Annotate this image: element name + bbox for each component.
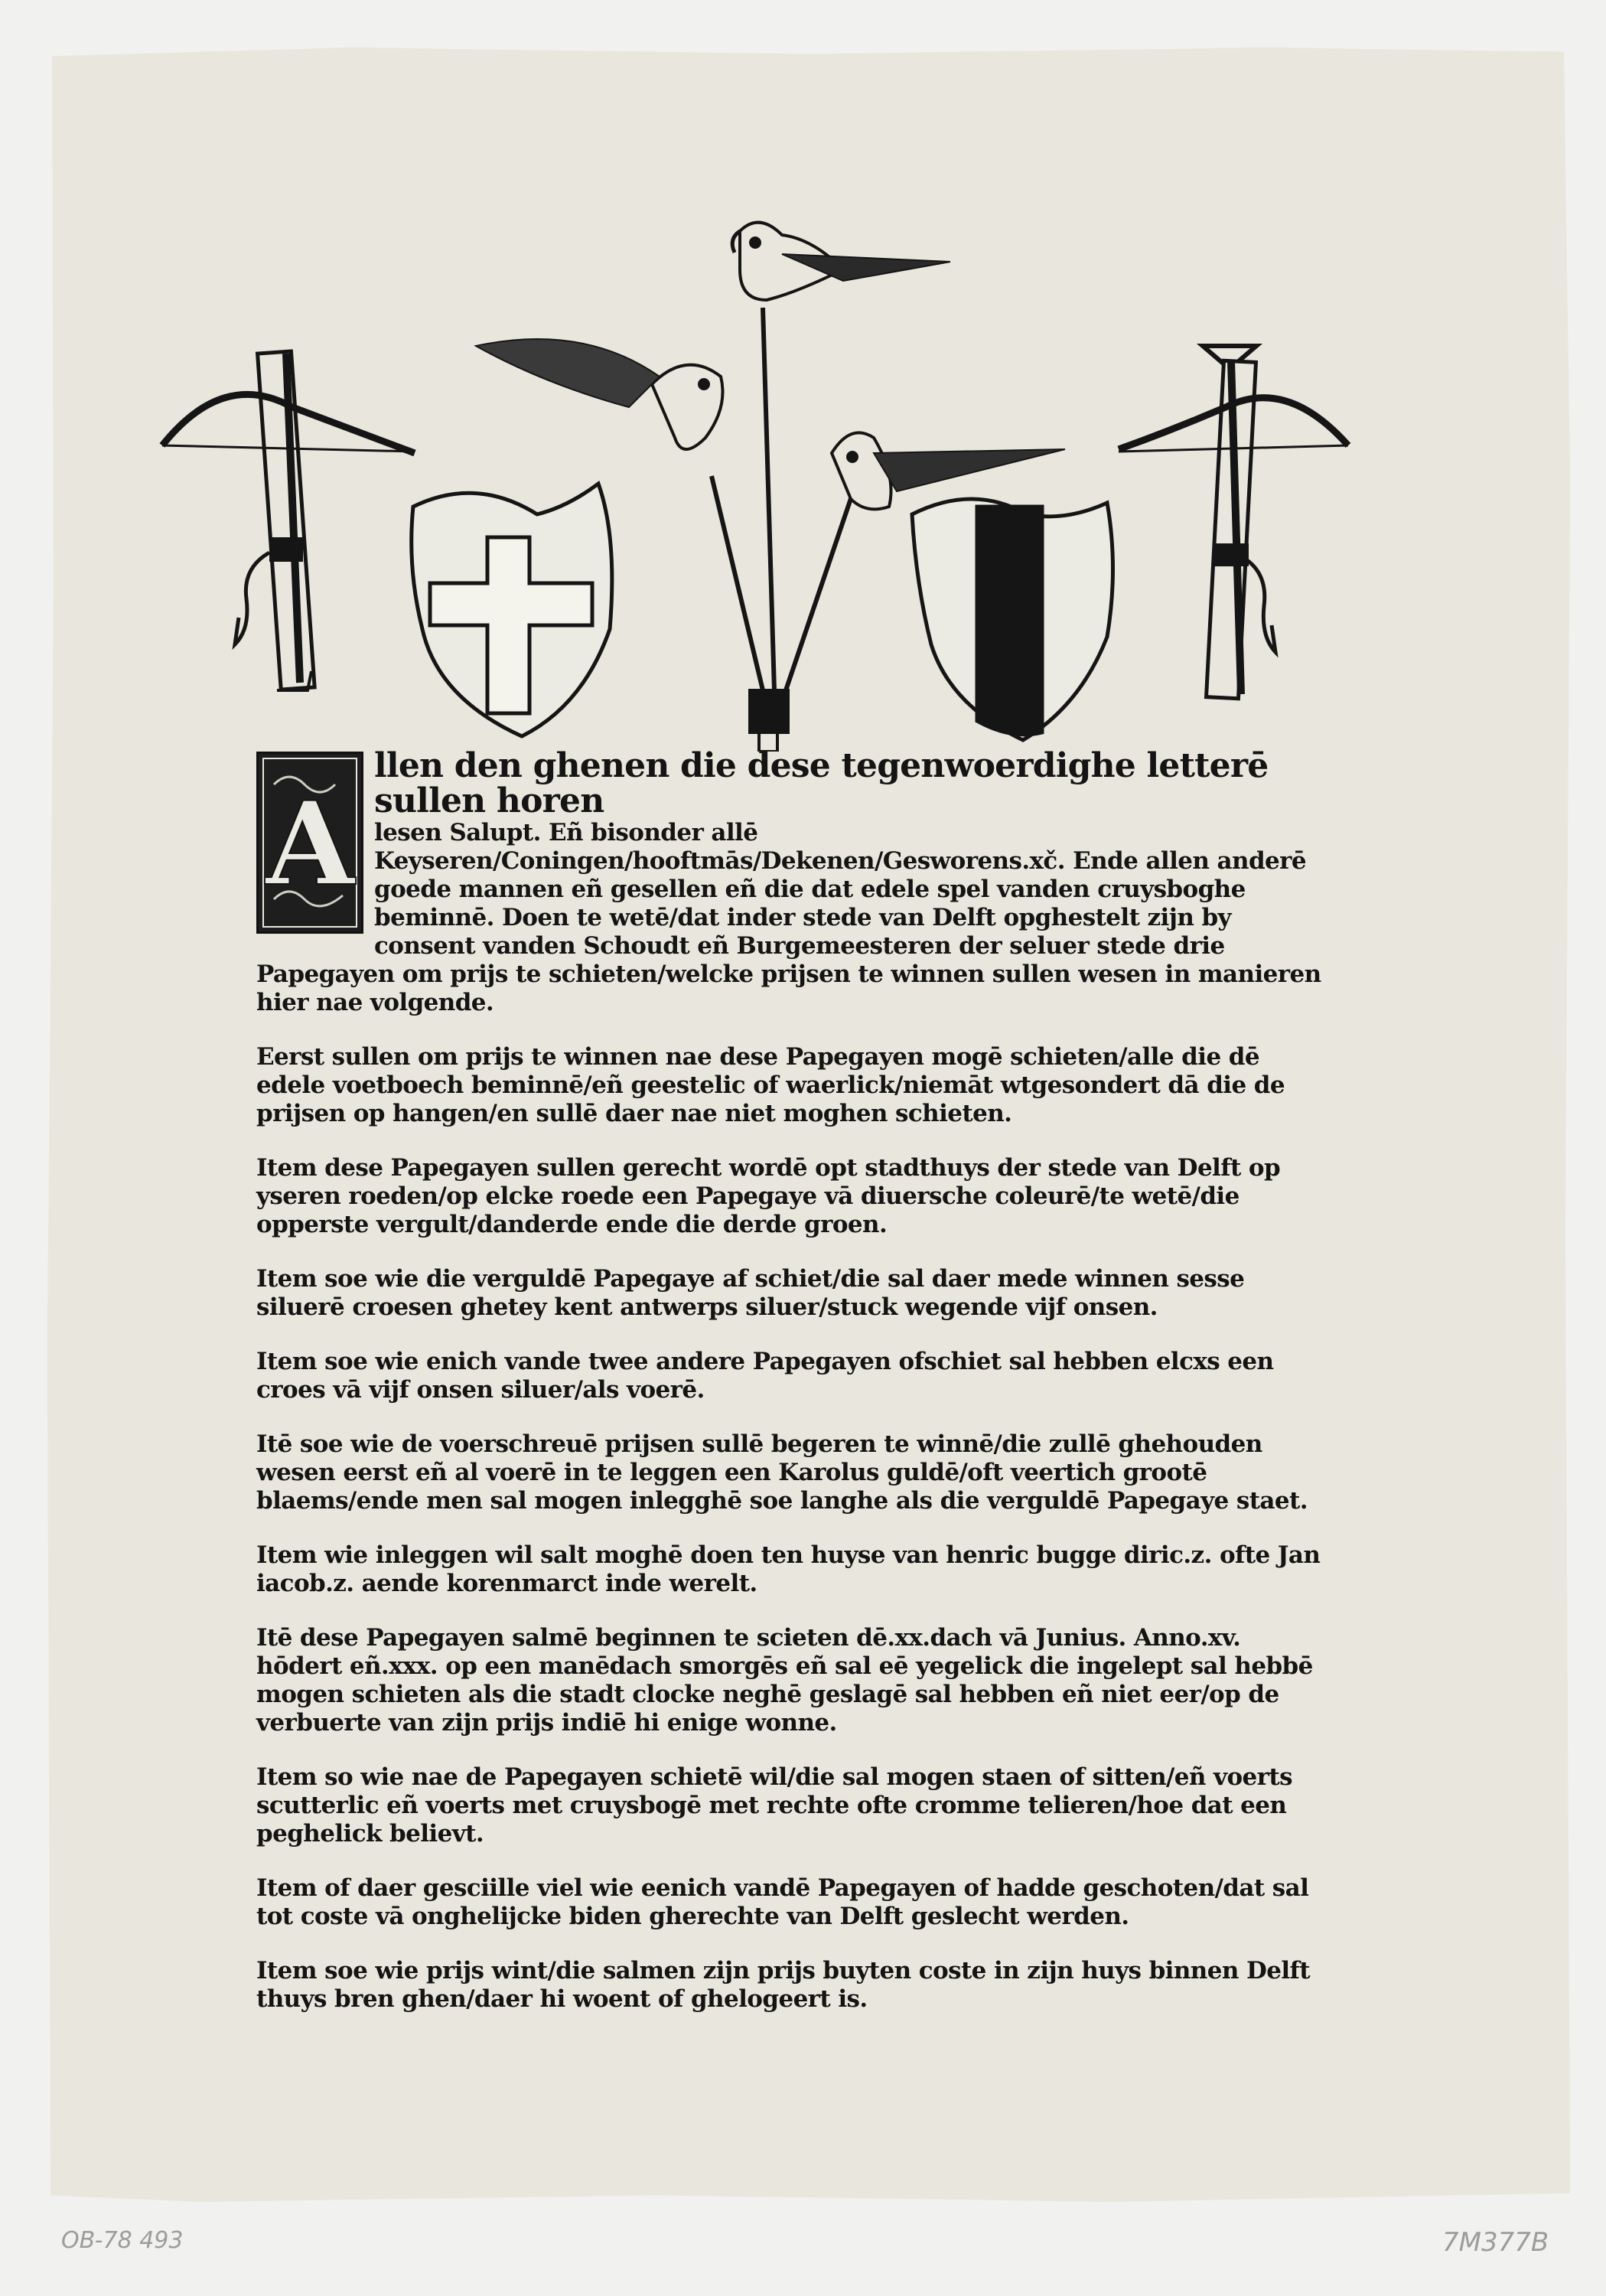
paragraph-8 bbox=[256, 1763, 1327, 1848]
intro-first-line: llen den ghenen die dese tegenwoerdighe letterē sullen horen bbox=[374, 746, 1269, 820]
paragraph-text: Itē soe wie de voerschreuē prijsen sullē begeren te winnē/die zullē ghehouden wesen eerst eñ al voerē in te leggen een Karolus guldē/oft veertich grootē blaems/ende men sal mogen inlegghē soe langhe als die verguldē Papegaye staet. bbox=[256, 1430, 1308, 1515]
crossbow-left-icon bbox=[162, 351, 415, 690]
shield-cross-icon bbox=[412, 484, 612, 736]
paragraph-6 bbox=[256, 1541, 1327, 1598]
paragraph-text: Item soe wie prijs wint/die salmen zijn prijs buyten coste in zijn huys binnen Delft thuys bren ghen/daer hi woent of ghelogeert is. bbox=[256, 1957, 1310, 2013]
paragraph-text: Item soe wie die verguldē Papegaye af schiet/die sal daer mede winnen sesse siluerē croesen ghetey kent antwerps siluer/stuck wegende vijf onsen. bbox=[256, 1265, 1245, 1321]
paragraph-7 bbox=[256, 1624, 1327, 1737]
paragraph-text: Item dese Papegayen sullen gerecht wordē opt stadthuys der stede van Delft op yseren roeden/op elcke roede een Papegaye vā diuersche coleurē/te wetē/die opperste vergult/danderde ende die derde groen. bbox=[256, 1154, 1281, 1238]
paragraph-text: Item wie inleggen wil salt moghē doen ten huyse van henric bugge diric.z. ofte Jan iacob.z. aende korenmarct inde werelt. bbox=[256, 1541, 1321, 1597]
paragraph-text: Item so wie nae de Papegayen schietē wil/die sal mogen staen of sitten/eñ voerts scutterlic eñ voerts met cruysbogē met rechte ofte cromme telieren/hoe dat een peghelick believt. bbox=[256, 1763, 1292, 1848]
initial-letter: A bbox=[265, 777, 354, 912]
paragraph-4 bbox=[256, 1348, 1327, 1404]
paragraph-1 bbox=[256, 1043, 1327, 1128]
decorated-initial bbox=[256, 752, 363, 934]
paragraph-5 bbox=[256, 1430, 1327, 1515]
paragraph-3 bbox=[256, 1265, 1327, 1322]
paragraph-text: Item of daer gesciille viel wie eenich vandē Papegayen of hadde geschoten/dat sal tot coste vā onghelijcke biden gherechte van Delft geslecht werden. bbox=[256, 1874, 1309, 1930]
paragraph-text: Item soe wie enich vande twee andere Papegayen ofschiet sal hebben elcxs een croes vā vijf onsen siluer/als voerē. bbox=[256, 1348, 1274, 1404]
paragraph-text: Itē dese Papegayen salmē beginnen te scieten dē.xx.dach vā Junius. Anno.xv. hōdert eñ.xxx. op een manēdach smorgēs eñ sal eē yegelick die ingelept sal hebbē mogen schieten als die stadt clocke neghē geslagē sal hebben eñ niet eer/op de verbuerte van zijn prijs indiē hi enige wonne. bbox=[256, 1624, 1313, 1737]
shield-pale-icon bbox=[912, 499, 1113, 740]
crossbow-right-icon bbox=[1119, 346, 1348, 699]
paragraph-text: Eerst sullen om prijs te winnen nae dese Papegayen mogē schieten/alle die dē edele voetboech beminnē/eñ geestelic of waerlick/niemāt wtgesondert dā die de prijsen op hangen/en sullē daer nae niet moghen schieten. bbox=[256, 1043, 1285, 1127]
paragraph-10 bbox=[256, 1957, 1327, 2014]
paragraph-2 bbox=[256, 1154, 1327, 1239]
intro-paragraph bbox=[256, 748, 1327, 1017]
intro-text: lesen Salupt. Eñ bisonder allē Keyseren/Coningen/hooftmās/Dekenen/Gesworens.xč. Ende allen anderē goede mannen eñ gesellen eñ die dat edele spel vanden cruysboghe beminnē. Doen te wetē/dat inder stede van Delft opghestelt zijn by consent vanden Schoudt eñ Burgemeesteren der seluer stede drie Papegayen om prijs te schieten/welcke prijsen te winnen sullen wesen in manieren hier nae volgende. bbox=[256, 819, 1321, 1016]
woodcut-header bbox=[47, 47, 1570, 752]
inventory-number-left: OB-78 493 bbox=[61, 2227, 184, 2254]
paragraph-9 bbox=[256, 1874, 1327, 1931]
inventory-number-right: 7M377B bbox=[1442, 2227, 1549, 2258]
proclamation-text bbox=[256, 748, 1327, 2014]
